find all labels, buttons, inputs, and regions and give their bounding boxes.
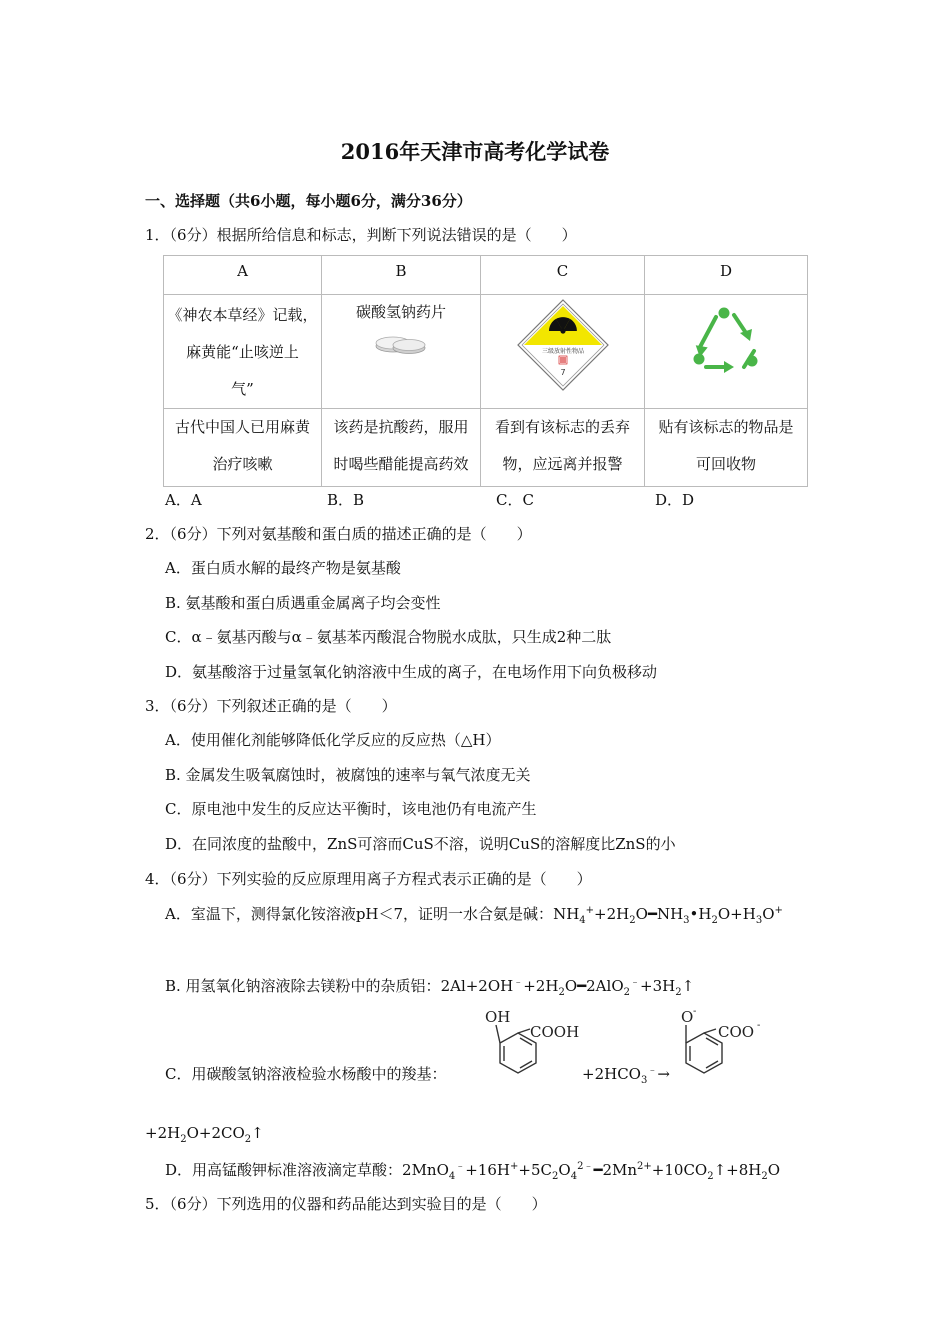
info-a-line1: 《神农本草经》记载， — [167, 306, 318, 324]
q2-option-b[interactable]: B. 氨基酸和蛋白质遇重金属离子均会变性 — [165, 594, 441, 612]
question-1-table — [163, 255, 808, 487]
q2-option-a[interactable]: A．蛋白质水解的最终产物是氨基酸 — [165, 559, 401, 577]
tablet-icon — [371, 327, 431, 357]
cell-c-info — [481, 295, 645, 409]
q1-option-d[interactable]: D．D — [655, 491, 695, 509]
sign-c-caption: 三级放射性物品 — [541, 348, 584, 355]
q4-c-text: C．用碳酸氢钠溶液检验水杨酸中的羧基： — [165, 1065, 447, 1083]
q4-option-d[interactable] — [165, 1159, 780, 1180]
q3-option-d[interactable]: D．在同浓度的盐酸中，ZnS可溶而CuS不溶，说明CuS的溶解度比ZnS的小 — [165, 835, 676, 853]
q1-option-a[interactable]: A．A — [165, 491, 202, 509]
question-2-stem: 2．（6分）下列对氨基酸和蛋白质的描述正确的是（ ） — [145, 525, 532, 543]
desc-b-line2: 时喝些醋能提高药效 — [333, 455, 469, 473]
svg-text:OH: OH — [485, 1008, 511, 1026]
svg-text:O: O — [681, 1008, 694, 1026]
desc-c-line2: 物，应远离并报警 — [502, 455, 623, 473]
q4-option-c[interactable] — [165, 1063, 446, 1084]
info-a-line2: 麻黄能“止咳逆上 — [186, 343, 299, 361]
radioactive-sign-icon — [516, 298, 610, 392]
section-heading: 一、选择题（共6小题，每小题6分，满分36分） — [145, 192, 472, 210]
cell-b-info — [322, 295, 481, 409]
col-header-a: A — [164, 256, 322, 295]
svg-text:-: - — [693, 1006, 697, 1017]
sign-c-number: 7 — [559, 368, 566, 377]
question-1-stem: 1．（6分）根据所给信息和标志，判断下列说法错误的是（ ） — [145, 226, 577, 244]
q1-option-c[interactable]: C．C — [496, 491, 534, 509]
q3-option-a[interactable]: A．使用催化剂能够降低化学反应的反应热（△H） — [165, 731, 501, 749]
col-header-d: D — [645, 256, 808, 295]
desc-c-line1: 看到有该标志的丢弃 — [494, 418, 630, 436]
recycle-icon — [686, 303, 766, 377]
cell-c-desc — [481, 409, 645, 487]
q4-a-text: A．室温下，测得氯化铵溶液pH＜7，证明一水合氨是碱： — [165, 905, 554, 923]
desc-b-line1: 该药是抗酸药，服用 — [333, 418, 469, 436]
cell-b-desc — [322, 409, 481, 487]
q4-c-continuation: $+2H_2O+2CO_2↑$ — [145, 1124, 264, 1145]
svg-text:COOH: COOH — [530, 1023, 580, 1041]
q4-b-text: B. 用氢氧化钠溶液除去镁粉中的杂质铝： — [165, 977, 441, 995]
q2-option-d[interactable]: D．氨基酸溶于过量氢氧化钠溶液中生成的离子，在电场作用下向负极移动 — [165, 663, 658, 681]
question-3-stem: 3．（6分）下列叙述正确的是（ ） — [145, 697, 397, 715]
cell-a-info — [164, 295, 322, 409]
desc-a-line1: 古代中国人已用麻黄 — [174, 418, 310, 436]
svg-text:COO: COO — [718, 1023, 755, 1041]
q4-a-equation: $NH_4^++2H_2O━NH_3•H_2O+H_3O^+$ — [553, 905, 783, 926]
q4-d-text: D．用高锰酸钾标准溶液滴定草酸： — [165, 1161, 403, 1179]
q4-c-reagent: $+2HCO_3^﹣\to$ — [582, 1065, 670, 1086]
desc-d-line2: 可回收物 — [695, 455, 756, 473]
q4-d-equation: $2MnO_4^﹣+16H^++5C_2O_4^{2﹣}━2Mn^{2+}+10CO_2↑+8H_2O$ — [402, 1161, 781, 1182]
question-5-stem: 5．（6分）下列选用的仪器和药品能达到实验目的是（ ） — [145, 1195, 547, 1213]
svg-text:-: - — [757, 1020, 761, 1031]
salicylate-structure — [664, 1005, 774, 1085]
info-a-line3: 气” — [231, 380, 254, 398]
info-b-label: 碳酸氢钠药片 — [355, 303, 446, 321]
col-header-b: B — [322, 256, 481, 295]
q4-c-cont-text: +2H — [145, 1124, 181, 1142]
cell-d-desc — [645, 409, 808, 487]
q2-option-c[interactable]: C．α﹣氨基丙酸与α﹣氨基苯丙酸混合物脱水成肽，只生成2种二肽 — [165, 628, 612, 646]
desc-a-line2: 治疗咳嗽 — [212, 455, 273, 473]
page-title: 2016年天津市高考化学试卷 — [340, 139, 610, 164]
q4-option-a[interactable] — [165, 903, 783, 924]
q1-option-b[interactable]: B．B — [327, 491, 365, 509]
q4-b-equation: $2Al+2OH^﹣+2H_2O━2AlO_2^﹣+3H_2↑$ — [440, 977, 695, 998]
col-header-c: C — [481, 256, 645, 295]
q4-c-reagent-text: +2HCO — [582, 1065, 641, 1083]
q3-option-b[interactable]: B. 金属发生吸氧腐蚀时，被腐蚀的速率与氧气浓度无关 — [165, 766, 531, 784]
desc-d-line1: 贴有该标志的物品是 — [658, 418, 794, 436]
q4-option-b[interactable] — [165, 975, 694, 996]
cell-a-desc — [164, 409, 322, 487]
cell-d-info — [645, 295, 808, 409]
q3-option-c[interactable]: C．原电池中发生的反应达平衡时，该电池仍有电流产生 — [165, 800, 537, 818]
salicylic-acid-structure — [478, 1005, 586, 1085]
question-4-stem: 4．（6分）下列实验的反应原理用离子方程式表示正确的是（ ） — [145, 870, 592, 888]
